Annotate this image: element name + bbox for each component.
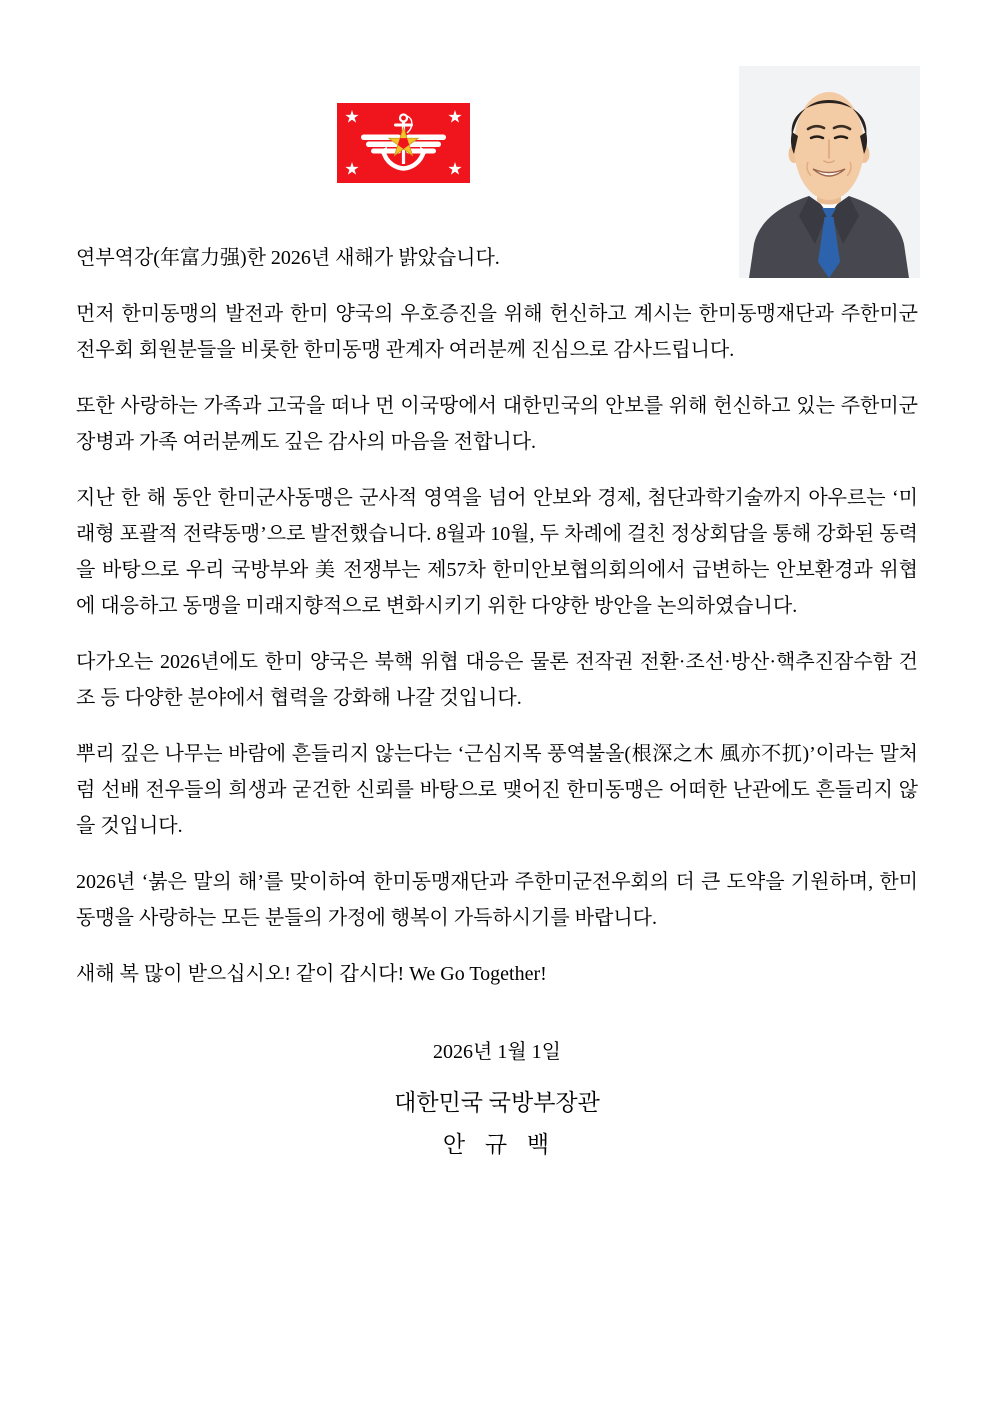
letter-paragraph: 또한 사랑하는 가족과 고국을 떠나 먼 이국땅에서 대한민국의 안보를 위해 헌신하고 있는 주한미군 장병과 가족 여러분께도 깊은 감사의 마음을 전합니다.	[76, 395, 918, 453]
letter-date: 2026년 1월 1일	[433, 1041, 561, 1063]
letter-paragraph: 새해 복 많이 받으십시오! 같이 갑시다! We Go Together!	[76, 963, 547, 985]
sender-title: 대한민국 국방부장관	[394, 1090, 600, 1115]
letter-paragraph: 지난 한 해 동안 한미군사동맹은 군사적 영역을 넘어 안보와 경제, 첨단과학기술까지 아우르는 ‘미래형 포괄적 전략동맹’으로 발전했습니다. 8월과 10월, 두 차례에 걸친 정상회담을 통해 강화된 동력을 바탕으로 우리 국방부와 美 전쟁부는 제57차 한미안보협의회의에서 급변하는 안보환경과 위협에 대응하고 동맹을 미래지향적으로 변화시키기 위한 다양한 방안을 논의하였습니다.	[76, 487, 918, 617]
letter-closing	[76, 1037, 918, 1162]
letter-paragraph: 먼저 한미동맹의 발전과 한미 양국의 우호증진을 위해 헌신하고 계시는 한미동맹재단과 주한미군전우회 회원분들을 비롯한 한미동맹 관계자 여러분께 진심으로 감사드립니다.	[76, 303, 918, 361]
letter-body	[76, 240, 918, 1162]
letter-paragraph: 뿌리 깊은 나무는 바람에 흔들리지 않는다는 ‘근심지목 풍역불올(根深之木 風亦不扤)’이라는 말처럼 선배 전우들의 희생과 굳건한 신뢰를 바탕으로 맺어진 한미동맹은 어떠한 난관에도 흔들리지 않을 것입니다.	[76, 743, 918, 837]
letter-paragraph: 2026년 ‘붉은 말의 해’를 맞이하여 한미동맹재단과 주한미군전우회의 더 큰 도약을 기원하며, 한미동맹을 사랑하는 모든 분들의 가정에 행복이 가득하시기를 바랍니다.	[76, 871, 918, 929]
mnd-flag-icon	[337, 103, 470, 183]
sender-name: 안 규 백	[442, 1132, 552, 1157]
letter-paragraph: 다가오는 2026년에도 한미 양국은 북핵 위협 대응은 물론 전작권 전환·조선·방산·핵추진잠수함 건조 등 다양한 분야에서 협력을 강화해 나갈 것입니다.	[76, 651, 918, 709]
letter-paragraph: 연부역강(年富力强)한 2026년 새해가 밝았습니다.	[76, 247, 500, 269]
